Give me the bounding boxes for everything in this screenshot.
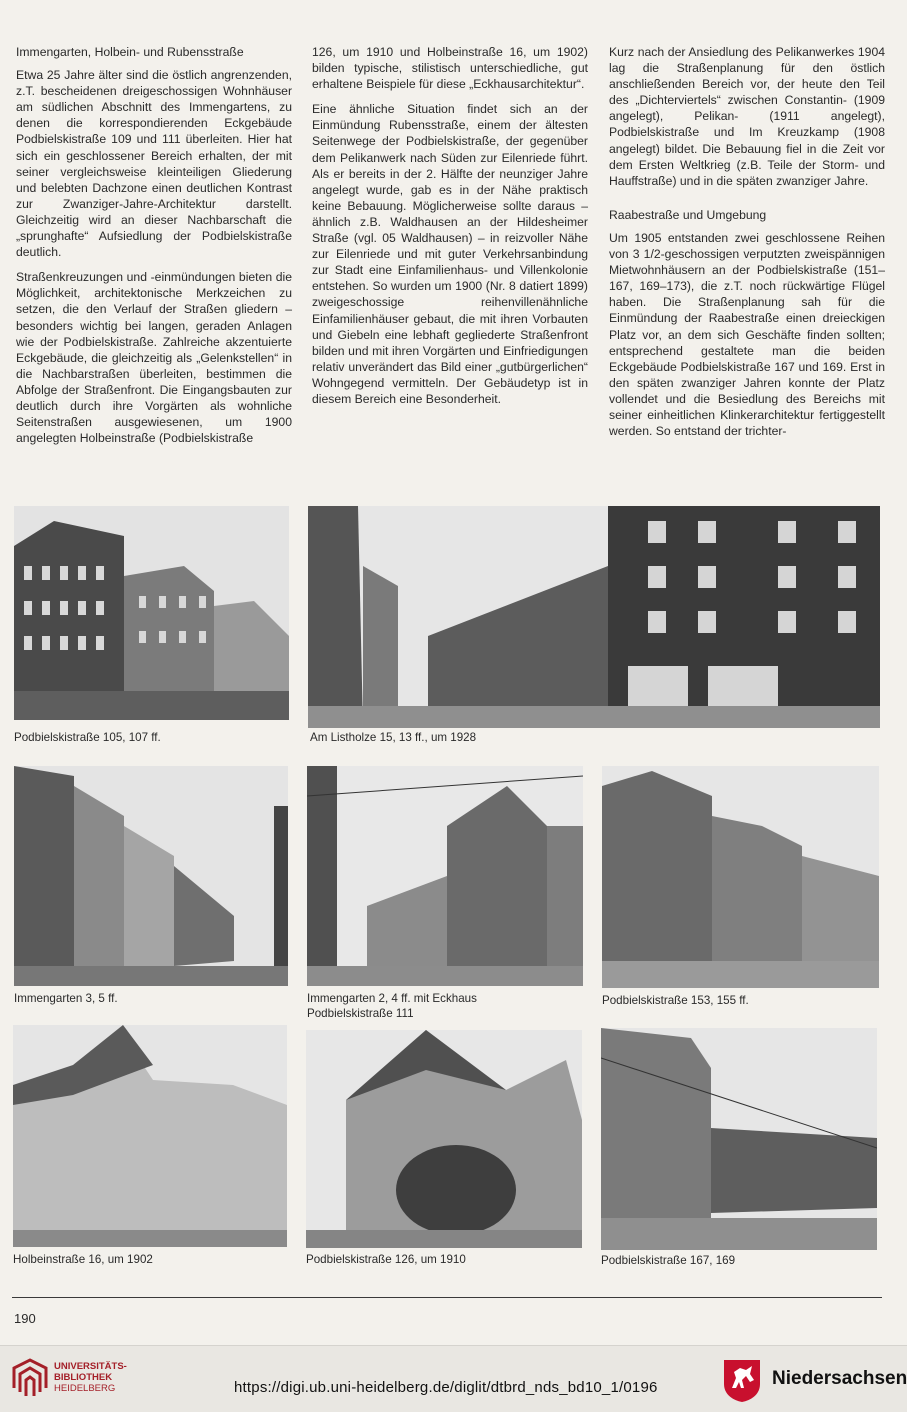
caption: Am Listholze 15, 13 ff., um 1928: [310, 731, 477, 744]
caption: Immengarten 3, 5 ff.: [14, 992, 118, 1005]
photo-immengarten-3: [14, 766, 288, 986]
photo-am-listholze: [308, 506, 880, 728]
caption: Podbielskistraße 126, um 1910: [306, 1253, 466, 1266]
page-url-link[interactable]: https://digi.ub.uni-heidelberg.de/diglit/dtbrd_nds_bd10_1/0196: [234, 1379, 658, 1396]
niedersachsen-horse-icon: [722, 1358, 762, 1402]
text-column-2: [312, 44, 588, 416]
section-heading: Raabestraße und Umgebung: [609, 207, 767, 222]
text-column-3: [609, 44, 885, 448]
photo-podbielskistrasse-153: [602, 766, 879, 988]
partner-name: Niedersachsen: [772, 1368, 907, 1389]
caption: Podbielskistraße 105, 107 ff.: [14, 731, 161, 744]
paragraph: Eine ähnliche Situation findet sich an der Einmündung Rubensstraße, einem der ältesten Seitenwege der Podbielskistraße, der gegenüber dem Pelikanwerk nach Süden zur Eilenriede führt. Als er bereits in der 2. Hälfte der neunziger Jahre angelegt wurde, gab es in der Nähe praktisch keine Bebauung. Möglicherweise sollte daraus – ähnlich z.B. Waldhausen an der Hildesheimer Straße (vgl. 05 Waldhausen) – in reizvoller Nähe zur Eilenriede und mit guter Verkehrsanbindung zur Stadt eine Einfamilienhaus- und Villenkolonie entstehen. So wurden um 1900 (Nr. 8 datiert 1899) zweigeschossige reihenvillenähnliche Einfamilienhäuser gebaut, die mit ihren Vorbauten und Giebeln eine lebhaft gegliederte Straßenfront bilden und mit ihren Vorgärten und Einfriedigungen relativ unverändert das Bild einer „gutbürgerlichen“ Wohngegend vermitteln. Der Gebäudetyp ist in diesem Bereich eine Besonderheit.: [312, 102, 588, 406]
photo-podbielskistrasse-105: [14, 506, 289, 720]
caption: Holbeinstraße 16, um 1902: [13, 1253, 153, 1266]
paragraph: Um 1905 entstanden zwei geschlossene Reihen von 3 1/2-geschossigen verputzten zweispännigen Mietwohnhäusern an der Podbielskistraße (151–167, 169–173), die z.T. noch rückwärtige Flügel haben. Die Straßenplanung sah für die Einmündung der Raabestraße einen dreieckigen Platz vor, an dem sich Geschäfte finden sollten; entsprechend gestaltete man die beiden Eckgebäude Podbielskistraße 167 und 169. Erst in den späten zwanziger Jahren konnte der Platz vollendet und die Besiedlung des Bereichs mit seiner einheitlichen Klinkerarchitektur fertiggestellt werden. So entstand der trichter-: [609, 230, 885, 439]
caption: Immengarten 2, 4 ff. mit Eckhaus: [307, 992, 477, 1005]
paragraph: Kurz nach der Ansiedlung des Pelikanwerkes 1904 lag die Straßenplanung für den östlich anschließenden Bereich vor, der heute den Teil des „Dichterviertels“ zwischen Constantin- (1909 angelegt), Pelikan- (1911 angelegt), Podbielskistraße und Im Kreuzkamp (1908 angelegt) bildet. Die Bebauung fiel in die Zeit vor dem Ersten Weltkrieg (z.B. Teile der Storm- und Hauffstraße) und in die späten zwanziger Jahre.: [609, 45, 885, 188]
page-number: 190: [14, 1311, 36, 1326]
paragraph: 126, um 1910 und Holbeinstraße 16, um 1902) bilden typische, stilistisch unterschiedliche, gut erhaltene Beispiele für diese „Eckhausarchitektur“.: [312, 45, 588, 92]
library-name: UNIVERSITÄTS- BIBLIOTHEK HEIDELBERG: [54, 1361, 127, 1394]
paragraph: Straßenkreuzungen und -einmündungen bieten die Möglichkeit, architektonische Merkzeichen zu setzen, die den Verlauf der Straßen gliedern – besonders wichtig bei langen, geraden Anlagen wie der Podbielskistraße. Zahlreiche akzentuierte Eckgebäude, die gleichzeitig als „Gelenkstellen“ in die Nachbarstraßen überleiten, bestimmen die Abfolge der Straßenfront. Die Eingangsbauten zur deutlich durch ihre Vorgärten als wohnliche Seitenstraßen ausgewiesenen, um 1900 angelegten Holbeinstraße (Podbielskistraße: [16, 270, 292, 446]
paragraph: Etwa 25 Jahre älter sind die östlich angrenzenden, z.T. bescheidenen dreigeschossigen Wohnhäuser am südlichen Abschnitt des Immengartens, zu denen die korrespondierenden Eckgebäude Podbielskistraße 109 und 111 überleiten. Hier hat sich ein geschlossener Bereich erhalten, der mit seiner vergleichsweise kleinteiligen Gliederung und belebten Dachzone einen deutlichen Kontrast zur Zwanziger-Jahre-Architektur darstellt. Gleichzeitig wird an dieser Nachbarschaft die „sprunghafte“ Aufsiedlung der Podbielskistraße deutlich.: [16, 68, 292, 260]
photo-podbielskistrasse-126: [306, 1030, 582, 1248]
university-library-logo-icon: [10, 1358, 50, 1402]
photo-podbielskistrasse-167: [601, 1028, 877, 1250]
photo-holbeinstrasse-16: [13, 1025, 287, 1247]
caption: Podbielskistraße 153, 155 ff.: [602, 994, 749, 1007]
caption: Podbielskistraße 167, 169: [601, 1254, 736, 1267]
photo-immengarten-2: [307, 766, 583, 986]
caption: Podbielskistraße 111: [307, 1007, 414, 1020]
digitization-footer: [0, 1345, 907, 1412]
footer-rule: [12, 1297, 882, 1298]
text-column-1: [16, 44, 292, 455]
section-heading: Immengarten, Holbein- und Rubensstraße: [16, 45, 244, 59]
